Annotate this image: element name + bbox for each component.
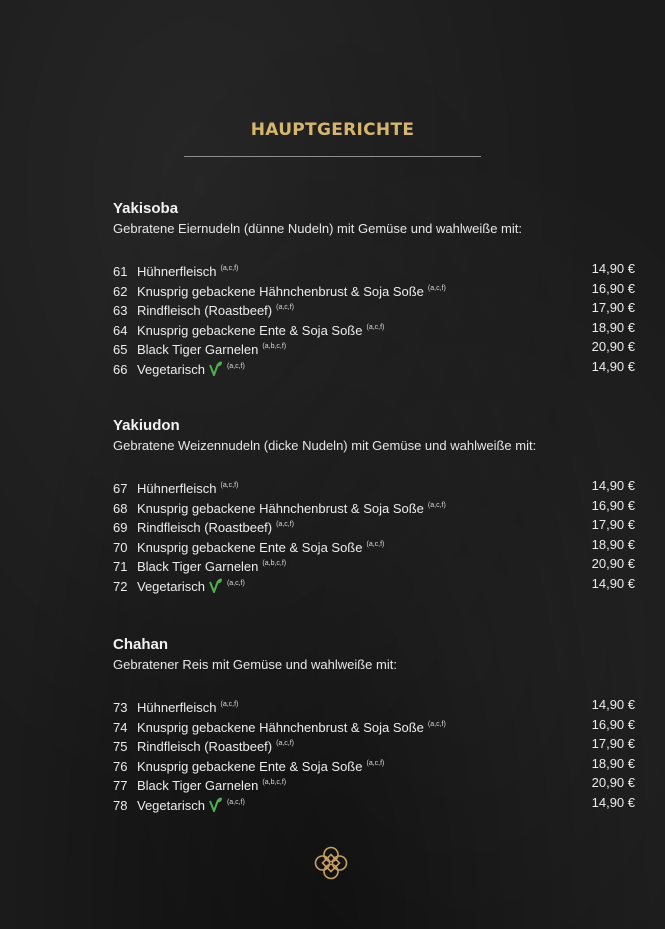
section-yakiudon <box>113 416 635 593</box>
menu-item <box>113 695 635 715</box>
item-price: 16,90 € <box>591 280 635 296</box>
allergen-codes: (a,b,c,f) <box>262 343 287 350</box>
item-name: Knusprig gebackene Ente & Soja Soße <box>137 322 363 338</box>
item-name: Black Tiger Garnelen <box>137 342 259 357</box>
item-number: 66 <box>113 361 128 377</box>
item-number: 62 <box>113 283 128 299</box>
item-number: 65 <box>113 342 128 357</box>
item-name: Vegetarisch <box>137 361 205 377</box>
allergen-codes: (a,b,c,f) <box>262 779 287 786</box>
menu-item <box>113 357 635 377</box>
menu-item <box>113 793 635 813</box>
allergen-codes: (a,c,f) <box>226 362 245 370</box>
item-price: 17,90 € <box>591 736 635 751</box>
section-yakisoba <box>113 199 635 376</box>
item-price: 14,90 € <box>591 697 635 712</box>
item-name: Vegetarisch <box>137 797 205 813</box>
item-list <box>113 695 635 812</box>
item-name: Rindfleisch (Roastbeef) <box>137 739 273 754</box>
item-name: Knusprig gebackene Ente & Soja Soße <box>137 539 363 555</box>
allergen-codes: (a,c,f) <box>226 798 245 806</box>
allergen-codes: (a,c,f) <box>366 323 385 331</box>
item-name: Hühnerfleisch <box>137 700 217 715</box>
item-name: Vegetarisch <box>137 578 205 594</box>
item-number: 69 <box>113 520 128 535</box>
section-chahan <box>113 635 635 812</box>
allergen-codes: (a,c,f) <box>427 720 446 728</box>
allergen-codes: (a,b,c,f) <box>262 560 287 567</box>
menu-item <box>113 554 635 574</box>
menu-item <box>113 259 635 279</box>
allergen-codes: (a,c,f) <box>276 304 295 311</box>
item-list <box>113 476 635 593</box>
item-number: 76 <box>113 758 128 774</box>
item-name: Black Tiger Garnelen <box>137 559 259 574</box>
item-number: 67 <box>113 481 128 496</box>
item-name: Rindfleisch (Roastbeef) <box>137 520 273 535</box>
allergen-codes: (a,c,f) <box>220 265 239 272</box>
leaf-v-icon <box>209 578 223 593</box>
menu-item <box>113 515 635 535</box>
item-price: 16,90 € <box>591 716 635 732</box>
menu-item <box>113 754 635 774</box>
item-price: 14,90 € <box>591 575 635 591</box>
item-number: 78 <box>113 797 128 813</box>
item-price: 14,90 € <box>591 794 635 810</box>
item-price: 14,90 € <box>591 358 635 374</box>
item-price: 18,90 € <box>591 319 635 335</box>
item-number: 70 <box>113 539 128 555</box>
menu-item <box>113 535 635 555</box>
menu-item <box>113 476 635 496</box>
allergen-codes: (a,c,f) <box>220 701 239 708</box>
menu-item <box>113 298 635 318</box>
item-name: Rindfleisch (Roastbeef) <box>137 303 273 318</box>
menu-item <box>113 734 635 754</box>
item-price: 14,90 € <box>591 261 635 276</box>
allergen-codes: (a,c,f) <box>366 759 385 767</box>
celtic-knot-icon <box>312 844 350 882</box>
item-price: 16,90 € <box>591 497 635 513</box>
item-number: 71 <box>113 559 128 574</box>
allergen-codes: (a,c,f) <box>366 540 385 548</box>
menu-item <box>113 318 635 338</box>
section-description: Gebratene Weizennudeln (dicke Nudeln) mit Gemüse und wahlweiße mit: <box>113 438 537 453</box>
menu-item <box>113 496 635 516</box>
item-list <box>113 259 635 376</box>
item-number: 73 <box>113 700 128 715</box>
item-price: 14,90 € <box>591 478 635 493</box>
allergen-codes: (a,c,f) <box>427 284 446 292</box>
item-number: 63 <box>113 303 128 318</box>
menu-item <box>113 279 635 299</box>
item-price: 20,90 € <box>591 339 635 354</box>
item-name: Knusprig gebackene Hähnchenbrust & Soja Soße <box>137 283 424 299</box>
item-name: Hühnerfleisch <box>137 481 217 496</box>
menu-item <box>113 773 635 793</box>
allergen-codes: (a,c,f) <box>427 501 446 509</box>
item-name: Hühnerfleisch <box>137 264 217 279</box>
leaf-v-icon <box>209 797 223 812</box>
page-title: HAUPTGERICHTE <box>250 120 415 140</box>
menu-item <box>113 574 635 594</box>
item-name: Knusprig gebackene Hähnchenbrust & Soja Soße <box>137 719 424 735</box>
item-price: 20,90 € <box>591 775 635 790</box>
item-number: 68 <box>113 500 128 516</box>
item-name: Black Tiger Garnelen <box>137 778 259 793</box>
item-price: 17,90 € <box>591 517 635 532</box>
item-number: 61 <box>113 264 128 279</box>
menu-item <box>113 715 635 735</box>
item-price: 18,90 € <box>591 755 635 771</box>
item-name: Knusprig gebackene Ente & Soja Soße <box>137 758 363 774</box>
section-description: Gebratener Reis mit Gemüse und wahlweiße mit: <box>113 657 397 672</box>
section-description: Gebratene Eiernudeln (dünne Nudeln) mit Gemüse und wahlweiße mit: <box>113 221 522 236</box>
item-name: Knusprig gebackene Hähnchenbrust & Soja Soße <box>137 500 424 516</box>
item-number: 64 <box>113 322 128 338</box>
section-title: Chahan <box>113 636 169 653</box>
item-number: 74 <box>113 719 128 735</box>
item-number: 72 <box>113 578 128 594</box>
item-number: 75 <box>113 739 128 754</box>
allergen-codes: (a,c,f) <box>226 579 245 587</box>
leaf-v-icon <box>209 361 223 376</box>
item-number: 77 <box>113 778 128 793</box>
allergen-codes: (a,c,f) <box>276 521 295 528</box>
item-price: 18,90 € <box>591 536 635 552</box>
allergen-codes: (a,c,f) <box>276 740 295 747</box>
item-price: 20,90 € <box>591 556 635 571</box>
section-title: Yakisoba <box>113 200 179 217</box>
item-price: 17,90 € <box>591 300 635 315</box>
title-divider <box>184 156 481 157</box>
menu-item <box>113 337 635 357</box>
allergen-codes: (a,c,f) <box>220 482 239 489</box>
section-title: Yakiudon <box>113 417 180 434</box>
